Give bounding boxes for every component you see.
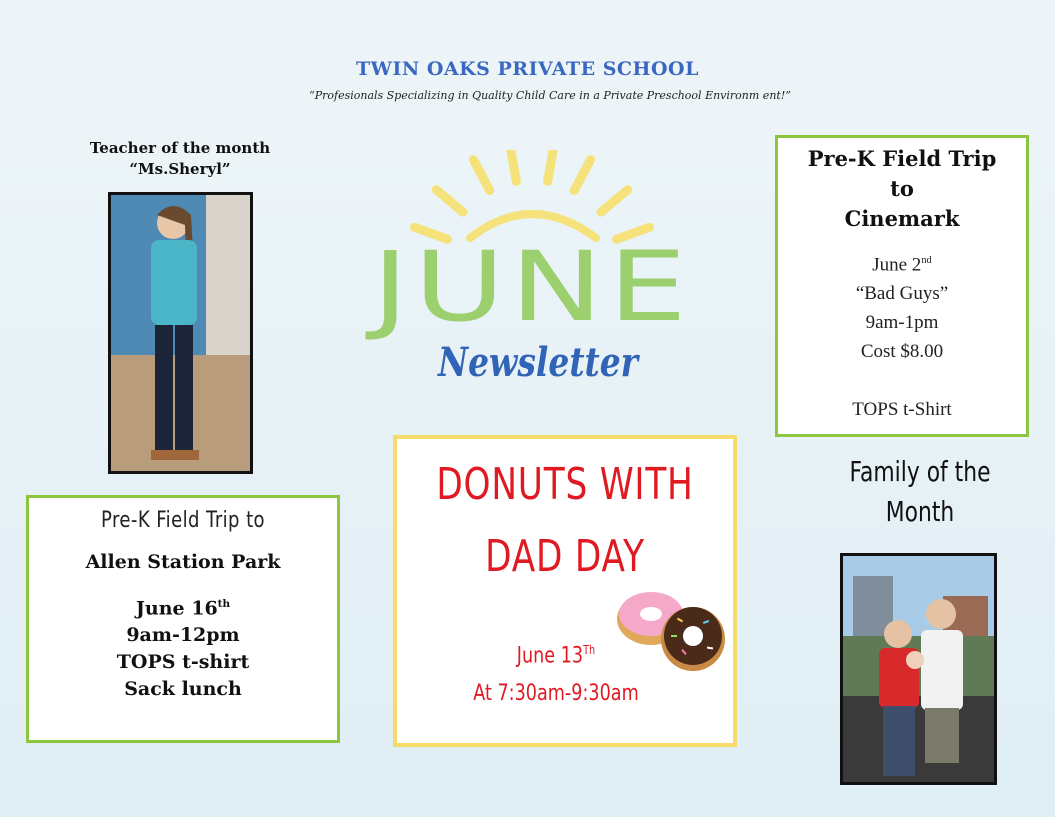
donuts-heading-line: DAD DAY	[485, 531, 645, 582]
allen-trip-card	[26, 495, 340, 743]
family-photo-image	[843, 556, 994, 782]
teacher-photo-image	[111, 195, 250, 471]
logo-month-text: JUNE	[365, 231, 692, 343]
teacher-photo	[108, 192, 253, 474]
cinemark-trip-title	[778, 144, 1026, 234]
sun-ray	[548, 150, 554, 181]
donuts-date-suffix: Th	[583, 643, 596, 657]
tagline: “Profesionals Specializing in Quality Child Care in a Private Preschool Environm ent!”	[309, 89, 791, 102]
sun-ray	[436, 190, 463, 212]
logo-subtitle-text: Newsletter	[436, 339, 641, 386]
donuts-event-heading	[434, 449, 696, 593]
teacher-of-month-label	[60, 138, 300, 180]
family-of-month-label	[830, 452, 1009, 532]
school-title: TWIN OAKS PRIVATE SCHOOL	[356, 58, 699, 80]
donuts-icon	[611, 581, 731, 676]
allen-trip-place: Allen Station Park	[85, 551, 281, 573]
cinemark-time: 9am-1pm	[865, 312, 939, 334]
sun-ray	[473, 160, 489, 191]
cinemark-date-text: June 2	[872, 254, 922, 276]
sun-ray	[574, 160, 590, 191]
sun-ray	[601, 190, 628, 212]
sun-logo-graphic	[360, 150, 705, 390]
cinemark-date	[778, 246, 1026, 279]
cinemark-attire: TOPS t-Shirt	[852, 399, 952, 421]
family-photo	[840, 553, 997, 785]
cinemark-trip-details	[778, 246, 1026, 424]
donuts-heading-line: DONUTS WITH	[436, 459, 694, 510]
june-newsletter-logo	[360, 150, 705, 390]
cinemark-trip-card	[775, 135, 1029, 437]
cinemark-cost: Cost $8.00	[860, 341, 944, 363]
family-label-line: Month	[885, 495, 955, 528]
cinemark-date-suffix: nd	[921, 255, 932, 266]
cinemark-title-line: Pre-K Field Trip	[807, 146, 997, 171]
family-label-line: Family of the	[849, 455, 991, 488]
cinemark-movie: “Bad Guys”	[855, 283, 949, 305]
cinemark-title-line: Cinemark	[844, 206, 960, 231]
allen-date-suffix: th	[217, 598, 231, 610]
allen-trip-details	[29, 591, 337, 703]
donuts-date-text: June 13	[516, 643, 584, 669]
allen-date	[29, 591, 337, 622]
allen-trip-heading: Pre-K Field Trip to	[100, 508, 265, 533]
allen-attire: TOPS t-shirt	[116, 651, 250, 674]
allen-time: 9am-12pm	[126, 624, 240, 647]
donuts-event-card	[393, 435, 737, 747]
donuts-time: At 7:30am-9:30am	[473, 681, 639, 707]
allen-date-text: June 16	[135, 597, 218, 620]
sun-ray	[510, 150, 516, 181]
teacher-name: “Ms.Sheryl”	[129, 160, 231, 178]
cinemark-title-line: to	[890, 176, 914, 201]
teacher-label-title: Teacher of the month	[89, 139, 271, 157]
allen-lunch: Sack lunch	[124, 678, 242, 701]
